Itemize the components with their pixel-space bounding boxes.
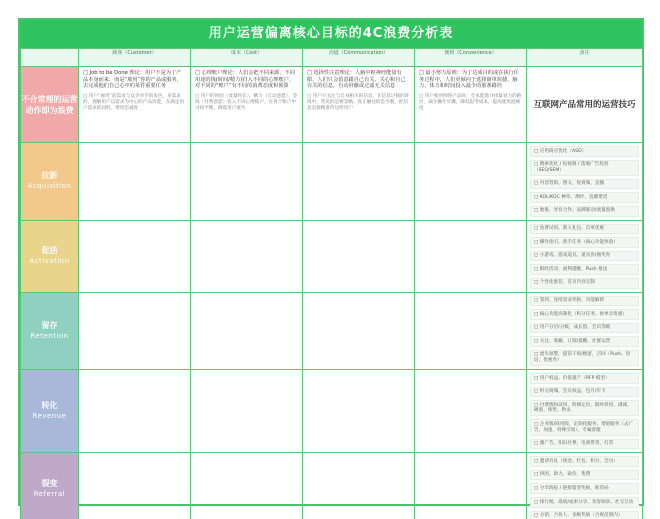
stage-label-en: Retention <box>30 331 69 340</box>
stage-label-en: Acquisition <box>27 182 72 191</box>
communication-theory: □ 选择性注意理论：人脑中枢神经能量有限，人们只会留意跟自己有关、关心和自己有关的信息，自动屏蔽或过滤无关信息 <box>307 70 406 90</box>
tip-item: □ 地推、异业合作、品牌联动/流量置换 <box>530 206 639 217</box>
cost-theory-note: □ 用户的时间（流量时长）、精力（互动意愿）、金钱（付费意愿）投入不同心理账户，在各个账户中寻找平衡，降低用户流失 <box>195 93 298 111</box>
tip-item: □ 拼团、助力、砍价、集赞 <box>530 470 639 481</box>
stage-label: 留存 <box>41 320 58 330</box>
tip-item: □ 用户分层/分级、成长值、会员等级 <box>530 323 639 334</box>
stage-row <box>21 292 643 370</box>
empty-cell <box>415 453 527 519</box>
tip-item: □ 搜索优化 / 短视频 / 落地广告投放（SEO/SEM） <box>530 160 639 176</box>
empty-cell <box>415 292 527 370</box>
stage-label-en: Activation <box>29 257 70 266</box>
empty-cell <box>191 143 303 221</box>
tips-retention <box>527 292 643 370</box>
col-header-cost: 成本（Cost） <box>191 49 303 67</box>
intro-label-text: 不合常理的运营动作即为浪费 <box>21 94 78 115</box>
communication-theory-note: □ 用户只关注与自身相关的信息，在信息过载的环境中，常见的是被忽略，真正触达的是少数，把信息直接精准传达给用户 <box>307 93 410 111</box>
empty-cell <box>79 453 191 519</box>
stage-row <box>21 370 643 453</box>
tip-item: □ 免费试用、新人礼包、首单优惠 <box>530 224 639 235</box>
table-title: 用户运营偏离核心目标的4C浪费分析表 <box>20 20 642 48</box>
tip-item: □ 操作指引、新手任务（核心功能体验） <box>530 237 639 248</box>
tip-item: □ 关注、收藏、订阅/提醒、社群运营 <box>530 336 639 347</box>
stage-label-en: Referral <box>33 489 66 498</box>
tips-revenue <box>527 370 643 453</box>
tip-item: □ KOL/KOC 种草、测评、直播带货 <box>530 192 639 203</box>
col-header-convenience: 便利（Convenience） <box>415 49 527 67</box>
customer-theory-note: □ 用户“雇用”前需求与竞争对手的角色，多需求的，理解用户以需求为中心的产品功能，在满足用户需求的同时，增进忠诚度 <box>83 93 185 111</box>
tips-activation <box>527 220 643 292</box>
analysis-table <box>20 48 643 519</box>
empty-cell <box>191 220 303 292</box>
col-header-communication: 沟通（Communication） <box>303 49 415 67</box>
tip-item: □ 排行榜、战绩/成果分享、荣誉勋章、社交互动 <box>530 497 639 508</box>
empty-cell <box>79 370 191 453</box>
col-header-customer: 顾客（Customer） <box>79 49 191 67</box>
tips-title: 互联网产品常用的运营技巧 <box>527 67 643 143</box>
cost-theory: □ 心理账户理论：人们会把不同来源、不同用途的钱(时间/精力)归入不同的心理账户，对不同的“账户”有不同的消费态度和预算 <box>195 70 295 90</box>
communication-theory-cell <box>303 67 415 143</box>
intro-row-label <box>21 67 79 143</box>
header-row <box>21 49 643 67</box>
stage-label-activation <box>21 220 79 292</box>
convenience-theory-cell <box>415 67 527 143</box>
tips-acquisition <box>527 143 643 221</box>
tip-item: □ 应用商店优化（ASO） <box>530 146 639 157</box>
stage-label: 拉新 <box>41 171 58 181</box>
tip-item: □ 内容营销、图文、短视频、直播 <box>530 179 639 190</box>
stage-label-referral <box>21 453 79 519</box>
convenience-theory: □ 最小努力原则：为了达成目的或在执行任务过程中，人们更倾向于选择简单快捷、脑力、体力和时间投入最少的那条路径 <box>419 70 519 90</box>
tip-item: □ 积分商城、会员权益、包月/年卡 <box>530 387 639 398</box>
empty-cell <box>415 370 527 453</box>
tip-item: □ 用户权益、价值量产（RFP 模型） <box>530 373 639 384</box>
empty-cell <box>191 370 303 453</box>
convenience-theory-note: □ 用户使用网络产品时，会本能地寻找最省力的路径，减少操作步骤，降低思考成本，提高使用流畅度 <box>419 93 522 111</box>
tip-item: □ 分享海报 / 链接裂变奖励，推荐码 <box>530 483 639 494</box>
tip-item: □ 付费墙和试用、阶梯定价、限时折扣、满减、砸蛋、预售、秒杀 <box>530 400 639 416</box>
empty-cell <box>79 220 191 292</box>
cost-theory-cell <box>191 67 303 143</box>
tips-referral <box>527 453 643 519</box>
empty-cell <box>415 220 527 292</box>
customer-theory: □ Job to be Done 理论：用户不是为了产品本身而来，而是“雇用”你的产品或服务，去完成他们自己心中的某件重要任务 <box>83 70 182 90</box>
tip-item: □ 核心功能高频化（积分任务、协单享优惠） <box>530 309 639 320</box>
tip-item: □ 流失预警，提前干预/挽留，召回（Push、短信、优惠券） <box>530 350 639 366</box>
empty-cell <box>303 370 415 453</box>
intro-row <box>21 67 643 143</box>
stage-label-acquisition <box>21 143 79 221</box>
tip-item: □ 小游戏、游戏道具、道具券/抽奖券 <box>530 251 639 262</box>
empty-cell <box>303 143 415 221</box>
col-header-notes: 备注 <box>527 49 643 67</box>
stage-label-en: Revenue <box>32 412 67 421</box>
empty-cell <box>191 292 303 370</box>
empty-cell <box>415 143 527 221</box>
stage-label: 裂变 <box>41 478 58 488</box>
stage-row <box>21 453 643 519</box>
empty-cell <box>79 292 191 370</box>
analysis-sheet <box>18 18 644 519</box>
empty-cell <box>79 143 191 221</box>
tip-item: □ 企业版/商用版、定制化服务、增值服务（去广告、加速、特殊空间），专属客服 <box>530 419 639 435</box>
tip-item: □ 签到、连续登录奖励、功能解锁 <box>530 296 639 307</box>
tip-item: □ 激广告、知识付费、电商带货、打赏 <box>530 439 639 450</box>
tip-item: □ 分销、合伙人、多级奖励（合规范围内） <box>530 511 639 519</box>
stage-label-retention <box>21 292 79 370</box>
corner-cell <box>21 49 79 67</box>
stage-row <box>21 220 643 292</box>
tip-item: □ 邀请有礼（现金、红包、积分、会员） <box>530 456 639 467</box>
stage-label: 促活 <box>41 246 58 256</box>
stage-label-revenue <box>21 370 79 453</box>
stage-label: 转化 <box>41 401 58 411</box>
customer-theory-cell <box>79 67 191 143</box>
empty-cell <box>303 453 415 519</box>
empty-cell <box>303 292 415 370</box>
empty-cell <box>303 220 415 292</box>
empty-cell <box>191 453 303 519</box>
tip-item: □ 个性化推荐，首页内容定制 <box>530 278 639 289</box>
stage-row <box>21 143 643 221</box>
tip-item: □ 限时活动、福利提醒、Push 推送 <box>530 264 639 275</box>
